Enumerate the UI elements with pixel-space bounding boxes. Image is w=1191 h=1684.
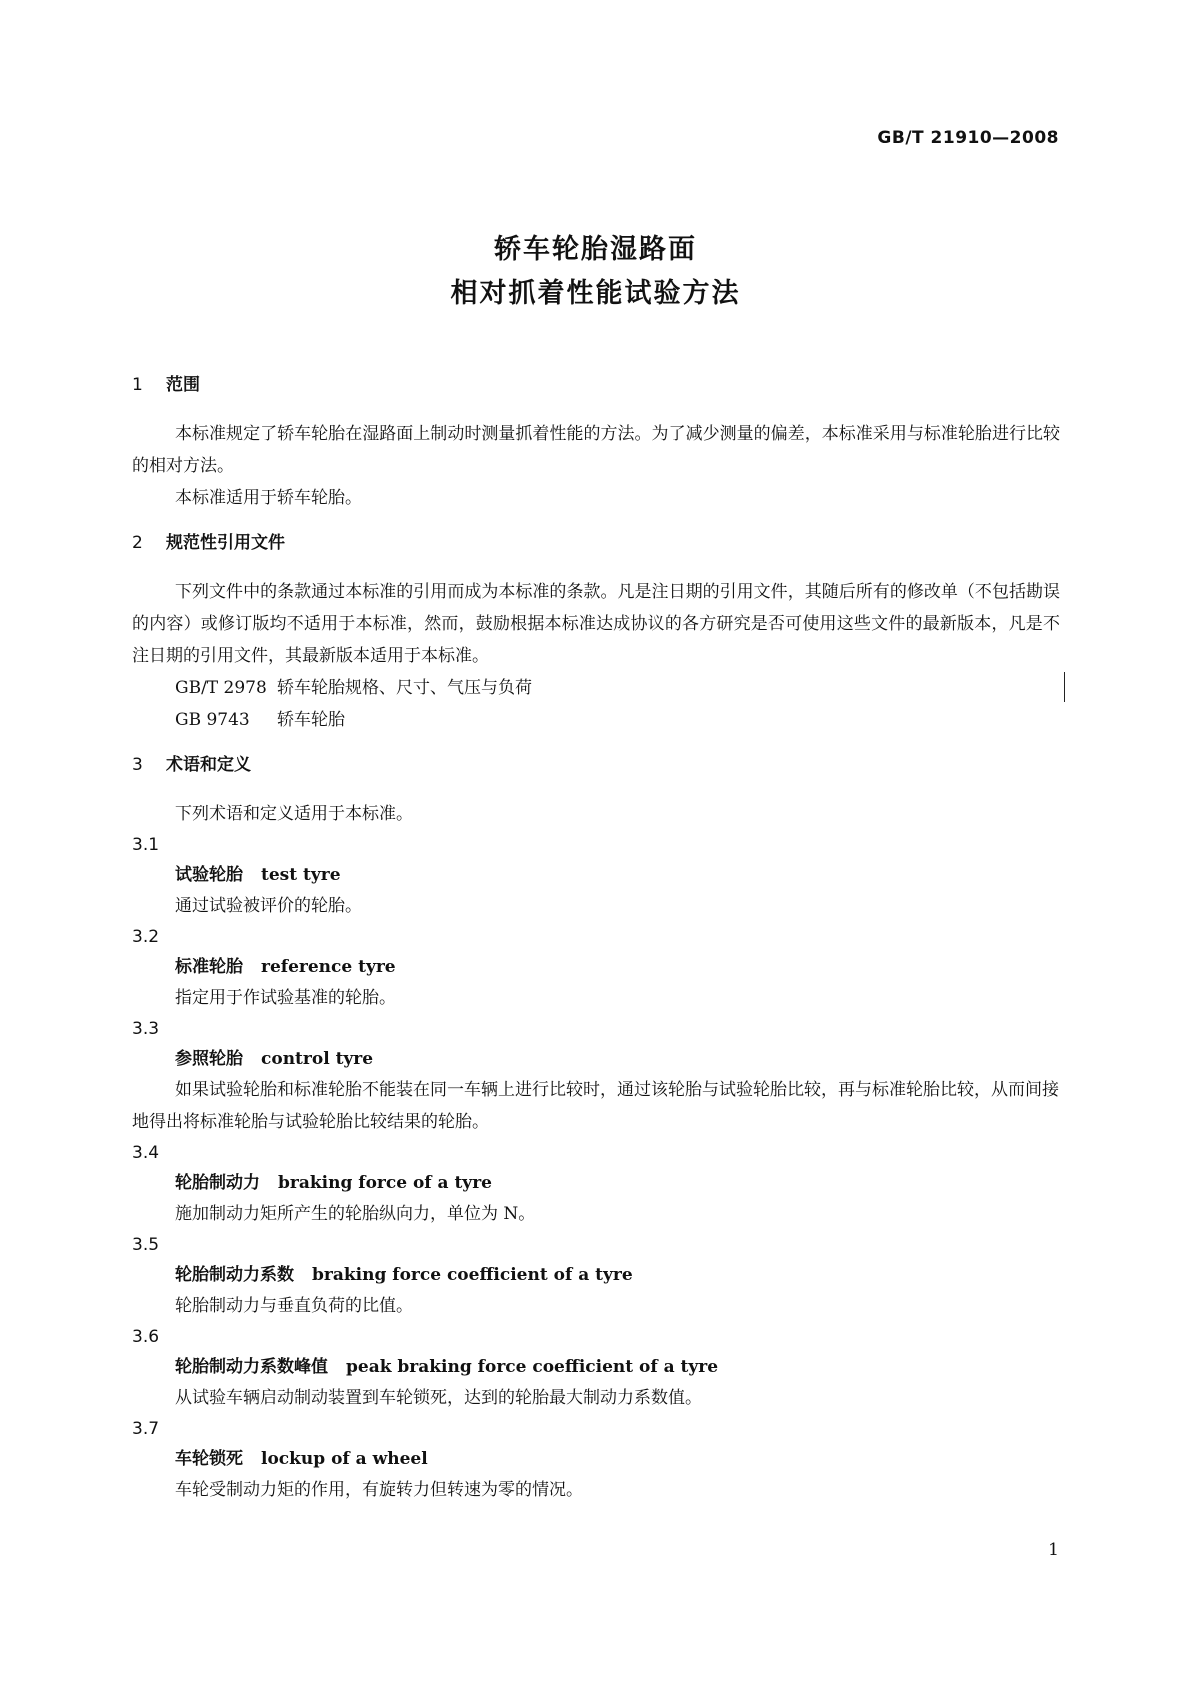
term-english: braking force coefficient of a tyre xyxy=(312,1265,633,1285)
definition-number: 3.5 xyxy=(132,1235,160,1255)
definition-3-6 xyxy=(132,1322,1060,1414)
reference-title: 轿车轮胎规格、尺寸、气压与负荷 xyxy=(277,678,532,698)
definition-body: 通过试验被评价的轮胎。 xyxy=(175,896,362,916)
term-chinese: 车轮锁死 xyxy=(175,1449,243,1469)
term-chinese: 轮胎制动力 xyxy=(175,1173,260,1193)
reference-title: 轿车轮胎 xyxy=(277,710,345,730)
definition-3-5 xyxy=(132,1230,1060,1322)
definition-body: 轮胎制动力与垂直负荷的比值。 xyxy=(175,1296,413,1316)
section-3-title: 术语和定义 xyxy=(166,755,251,775)
definition-body: 如果试验轮胎和标准轮胎不能装在同一车辆上进行比较时，通过该轮胎与试验轮胎比较，再与标准轮胎比较，从而间接地得出将标准轮胎与试验轮胎比较结果的轮胎。 xyxy=(132,1080,1059,1132)
section-2-title: 规范性引用文件 xyxy=(166,533,285,553)
definition-number: 3.4 xyxy=(132,1143,160,1163)
term-chinese: 标准轮胎 xyxy=(175,957,243,977)
term-chinese: 轮胎制动力系数 xyxy=(175,1265,294,1285)
definition-term xyxy=(132,1352,1060,1382)
term-chinese: 轮胎制动力系数峰值 xyxy=(175,1357,328,1377)
section-1-paragraph-2: 本标准适用于轿车轮胎。 xyxy=(175,488,362,508)
definition-3-3 xyxy=(132,1014,1060,1138)
definition-term xyxy=(132,1168,1060,1198)
definition-number: 3.7 xyxy=(132,1419,160,1439)
term-english: reference tyre xyxy=(261,957,396,977)
title-line-2: 相对抓着性能试验方法 xyxy=(450,278,741,309)
section-2-heading xyxy=(132,530,1060,556)
definition-body: 指定用于作试验基准的轮胎。 xyxy=(175,988,396,1008)
document-body xyxy=(132,372,1060,1506)
definition-3-1 xyxy=(132,830,1060,922)
definition-3-2 xyxy=(132,922,1060,1014)
page-number: 1 xyxy=(1048,1540,1059,1560)
section-3-heading xyxy=(132,752,1060,778)
definition-3-4 xyxy=(132,1138,1060,1230)
definition-body: 车轮受制动力矩的作用，有旋转力但转速为零的情况。 xyxy=(175,1480,583,1500)
section-3-number: 3 xyxy=(132,755,143,775)
normative-reference xyxy=(132,704,1060,736)
reference-code: GB 9743 xyxy=(175,710,250,730)
term-chinese: 试验轮胎 xyxy=(175,865,243,885)
section-1-heading xyxy=(132,372,1060,398)
term-english: control tyre xyxy=(261,1049,374,1069)
title-line-1: 轿车轮胎湿路面 xyxy=(494,234,697,265)
section-2-number: 2 xyxy=(132,533,143,553)
term-english: lockup of a wheel xyxy=(261,1449,428,1469)
definition-term xyxy=(132,1260,1060,1290)
definition-term xyxy=(132,1044,1060,1074)
section-2-paragraph-1: 下列文件中的条款通过本标准的引用而成为本标准的条款。凡是注日期的引用文件，其随后所有的修改单（不包括勘误的内容）或修订版均不适用于本标准，然而，鼓励根据本标准达成协议的各方研究是否可使用这些文件的最新版本，凡是不注日期的引用文件，其最新版本适用于本标准。 xyxy=(132,582,1060,666)
revision-margin-bar xyxy=(1064,672,1065,702)
document-title xyxy=(0,228,1191,316)
definition-number: 3.6 xyxy=(132,1327,160,1347)
term-english: peak braking force coefficient of a tyre xyxy=(346,1357,719,1377)
definition-body: 从试验车辆启动制动装置到车轮锁死，达到的轮胎最大制动力系数值。 xyxy=(175,1388,702,1408)
section-1-title: 范围 xyxy=(166,375,200,395)
definition-term xyxy=(132,1444,1060,1474)
definition-3-7 xyxy=(132,1414,1060,1506)
definition-body: 施加制动力矩所产生的轮胎纵向力，单位为 N。 xyxy=(175,1204,536,1224)
standard-code: GB/T 21910—2008 xyxy=(877,128,1059,148)
normative-reference xyxy=(132,672,1060,704)
reference-code: GB/T 2978 xyxy=(175,678,267,698)
definition-number: 3.3 xyxy=(132,1019,160,1039)
definition-number: 3.1 xyxy=(132,835,160,855)
term-english: test tyre xyxy=(261,865,341,885)
term-chinese: 参照轮胎 xyxy=(175,1049,243,1069)
section-1-paragraph-1: 本标准规定了轿车轮胎在湿路面上制动时测量抓着性能的方法。为了减少测量的偏差，本标准采用与标准轮胎进行比较的相对方法。 xyxy=(132,424,1060,476)
definition-term xyxy=(132,860,1060,890)
section-1-number: 1 xyxy=(132,375,143,395)
definition-term xyxy=(132,952,1060,982)
section-3-intro: 下列术语和定义适用于本标准。 xyxy=(175,804,413,824)
term-english: braking force of a tyre xyxy=(278,1173,492,1193)
definition-number: 3.2 xyxy=(132,927,160,947)
